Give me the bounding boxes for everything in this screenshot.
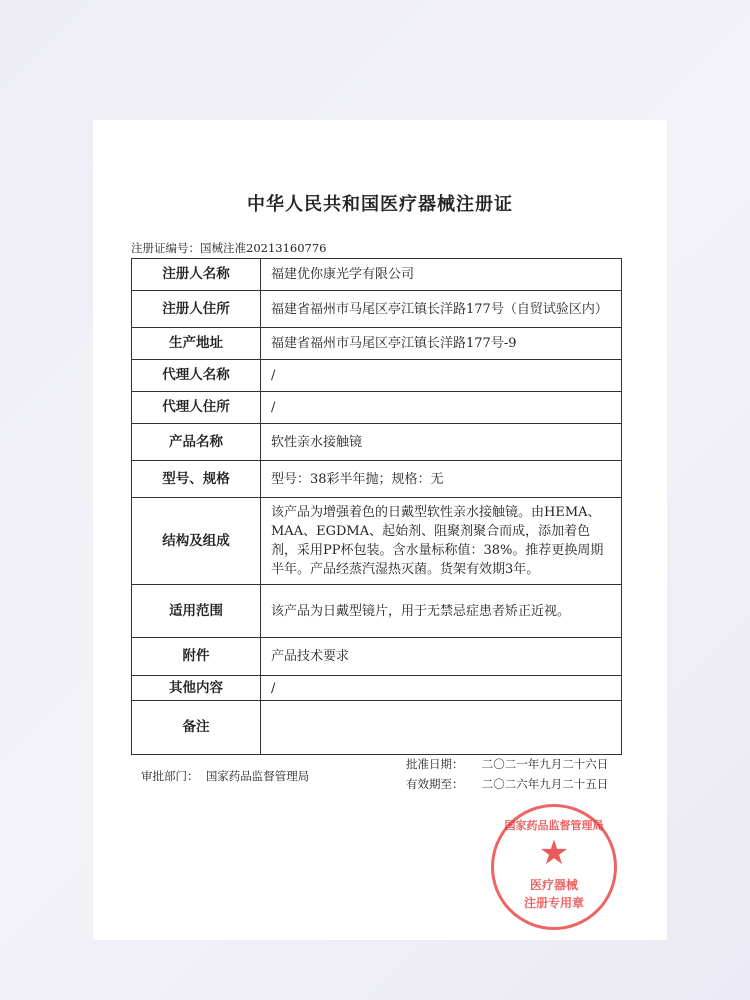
expire-label: 有效期至： bbox=[406, 777, 464, 791]
seal-line1: 医疗器械 bbox=[529, 878, 578, 892]
row-value bbox=[261, 701, 622, 755]
star-icon: ★ bbox=[538, 833, 570, 873]
row-value: 软性亲水接触镜 bbox=[261, 424, 622, 461]
certificate-table bbox=[131, 258, 622, 755]
expiry-date bbox=[406, 776, 608, 792]
row-value: / bbox=[261, 392, 622, 424]
table-row bbox=[132, 638, 622, 676]
row-value: 福建省福州市马尾区亭江镇长洋路177号（自贸试验区内） bbox=[261, 291, 622, 328]
dept-value: 国家药品监督管理局 bbox=[205, 769, 310, 783]
approval-date bbox=[406, 756, 608, 772]
table-row bbox=[132, 259, 622, 291]
row-value: 福建优你康光学有限公司 bbox=[261, 259, 622, 291]
row-label: 注册人住所 bbox=[132, 291, 261, 328]
certificate-page bbox=[93, 120, 667, 940]
seal-line2: 注册专用章 bbox=[523, 896, 584, 910]
row-value: / bbox=[261, 360, 622, 392]
row-value: 型号：38彩半年抛；规格：无 bbox=[261, 461, 622, 498]
expire-value: 二〇二六年九月二十五日 bbox=[481, 777, 609, 791]
row-value: 该产品为增强着色的日戴型软性亲水接触镜。由HEMA、MAA、EGDMA、起始剂、阻聚剂聚合而成，添加着色剂，采用PP杯包装。含水量标称值：38%。推荐更换周期半年。产品经蒸汽湿热灭菌。货架有效期3年。 bbox=[261, 498, 622, 585]
registration-number: 注册证编号：国械注准20213160776 bbox=[131, 241, 327, 255]
row-label: 其他内容 bbox=[132, 676, 261, 701]
table-row bbox=[132, 461, 622, 498]
table-row bbox=[132, 585, 622, 638]
table-row bbox=[132, 498, 622, 585]
table-row bbox=[132, 392, 622, 424]
table-row bbox=[132, 676, 622, 701]
row-value: / bbox=[261, 676, 622, 701]
row-label: 产品名称 bbox=[132, 424, 261, 461]
row-label: 生产地址 bbox=[132, 328, 261, 360]
row-value: 福建省福州市马尾区亭江镇长洋路177号-9 bbox=[261, 328, 622, 360]
dept-label: 审批部门： bbox=[141, 769, 199, 783]
approve-label: 批准日期： bbox=[406, 757, 464, 771]
row-label: 附件 bbox=[132, 638, 261, 676]
row-label: 注册人名称 bbox=[132, 259, 261, 291]
official-seal bbox=[491, 804, 617, 930]
row-label: 型号、规格 bbox=[132, 461, 261, 498]
seal-arc-text: 国家药品监督管理局 bbox=[504, 819, 604, 832]
table-row bbox=[132, 701, 622, 755]
row-label: 适用范围 bbox=[132, 585, 261, 638]
row-label: 代理人名称 bbox=[132, 360, 261, 392]
table-row bbox=[132, 291, 622, 328]
row-label: 代理人住所 bbox=[132, 392, 261, 424]
table-row bbox=[132, 360, 622, 392]
document-title: 中华人民共和国医疗器械注册证 bbox=[247, 194, 513, 215]
row-label: 备注 bbox=[132, 701, 261, 755]
approval-department bbox=[141, 768, 309, 784]
row-value: 该产品为日戴型镜片，用于无禁忌症患者矫正近视。 bbox=[261, 585, 622, 638]
table-row bbox=[132, 328, 622, 360]
row-label: 结构及组成 bbox=[132, 498, 261, 585]
table-row bbox=[132, 424, 622, 461]
approve-value: 二〇二一年九月二十六日 bbox=[481, 757, 609, 771]
row-value: 产品技术要求 bbox=[261, 638, 622, 676]
